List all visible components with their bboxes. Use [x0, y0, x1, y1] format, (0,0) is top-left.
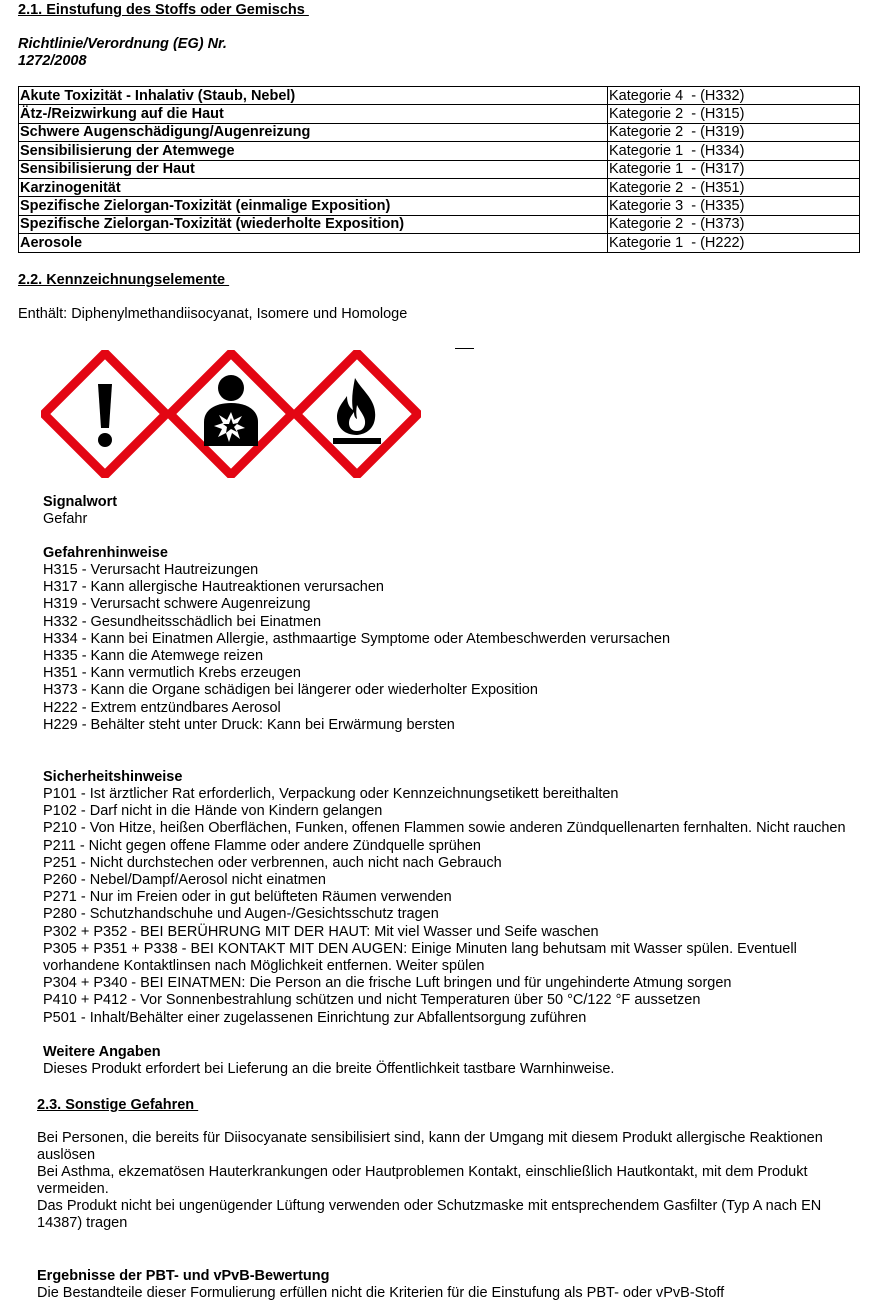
exclamation-mark-icon [41, 350, 169, 478]
hazard-class-cell: Spezifische Zielorgan-Toxizität (wiederholte Exposition) [19, 215, 608, 233]
flame-icon [293, 350, 421, 478]
precautionary-statement: P410 + P412 - Vor Sonnenbestrahlung schützen und nicht Temperaturen über 50 °C/122 °F aussetzen [43, 992, 701, 1009]
classification-row [19, 123, 860, 141]
precautionary-statements-list [43, 786, 846, 1027]
hazard-statement: H332 - Gesundheitsschädlich bei Einatmen [43, 613, 322, 630]
hazard-statement: H317 - Kann allergische Hautreaktionen verursachen [43, 579, 384, 596]
further-info-label: Weitere Angaben [43, 1044, 161, 1060]
dash-line [455, 348, 474, 349]
classification-row [19, 215, 860, 233]
signal-word: Gefahr [43, 511, 88, 527]
classification-row [19, 142, 860, 160]
section-2-2-title: 2.2. Kennzeichnungselemente [18, 272, 230, 288]
hazard-statement: H222 - Extrem entzündbares Aerosol [43, 699, 281, 716]
hazard-category-cell: Kategorie 1 - (H334) [608, 142, 860, 160]
precautionary-statement: P210 - Von Hitze, heißen Oberflächen, Funken, offenen Flammen sowie anderen Zündquellenarten fernhalten. Nicht rauchen [43, 820, 846, 837]
pbt-text: Die Bestandteile dieser Formulierung erfüllen nicht die Kriterien für die Einstufung als PBT- oder vPvB-Stoff [37, 1285, 725, 1301]
hazard-class-cell: Schwere Augenschädigung/Augenreizung [19, 123, 608, 141]
classification-table [18, 86, 860, 253]
precautionary-statement: P271 - Nur im Freien oder in gut belüfteten Räumen verwenden [43, 889, 452, 906]
precautionary-statement: P305 + P351 + P338 - BEI KONTAKT MIT DEN AUGEN: Einige Minuten lang behutsam mit Wasser spülen. Eventuell [43, 940, 797, 957]
health-hazard-icon [167, 350, 295, 478]
contains-text: Enthält: Diphenylmethandiisocyanat, Isomere und Homologe [18, 306, 408, 322]
precautionary-statement: P101 - Ist ärztlicher Rat erforderlich, Verpackung oder Kennzeichnungsetikett bereithalten [43, 786, 619, 802]
hazard-class-cell: Aerosole [19, 234, 608, 252]
hazard-statements-list [43, 562, 670, 734]
hazard-statement: H373 - Kann die Organe schädigen bei längerer oder wiederholter Exposition [43, 682, 538, 699]
precautionary-statement: P501 - Inhalt/Behälter einer zugelassenen Einrichtung zur Abfallentsorgung zuführen [43, 1009, 587, 1026]
hazard-category-cell: Kategorie 2 - (H373) [608, 215, 860, 233]
hazard-category-cell: Kategorie 2 - (H351) [608, 178, 860, 196]
precautionary-statement: P251 - Nicht durchstechen oder verbrennen, auch nicht nach Gebrauch [43, 854, 502, 871]
hazard-category-cell: Kategorie 2 - (H315) [608, 105, 860, 123]
classification-row [19, 197, 860, 215]
hazard-statement: H315 - Verursacht Hautreizungen [43, 562, 259, 578]
hazard-class-cell: Sensibilisierung der Haut [19, 160, 608, 178]
precautionary-statements-label: Sicherheitshinweise [43, 769, 183, 785]
hazard-statement: H335 - Kann die Atemwege reizen [43, 648, 264, 665]
hazard-category-cell: Kategorie 3 - (H335) [608, 197, 860, 215]
hazard-class-cell: Akute Toxizität - Inhalativ (Staub, Nebel) [19, 87, 608, 105]
other-hazards-paragraph-2: Bei Asthma, ekzematösen Hauterkrankungen oder Hautproblemen Kontakt, einschließlich Hautkontakt, mit dem Produkt vermeiden. [37, 1164, 808, 1198]
precautionary-statement: P102 - Darf nicht in die Hände von Kindern gelangen [43, 803, 383, 820]
section-2-3-title: 2.3. Sonstige Gefahren [37, 1097, 199, 1113]
hazard-category-cell: Kategorie 1 - (H222) [608, 234, 860, 252]
hazard-category-cell: Kategorie 4 - (H332) [608, 87, 860, 105]
classification-row [19, 105, 860, 123]
classification-row [19, 178, 860, 196]
pbt-label: Ergebnisse der PBT- und vPvB-Bewertung [37, 1268, 330, 1284]
precautionary-statement: P302 + P352 - BEI BERÜHRUNG MIT DER HAUT: Mit viel Wasser und Seife waschen [43, 923, 599, 940]
hazard-category-cell: Kategorie 2 - (H319) [608, 123, 860, 141]
regulation-number: 1272/2008 [18, 53, 87, 69]
hazard-statement: H351 - Kann vermutlich Krebs erzeugen [43, 665, 301, 682]
classification-row [19, 234, 860, 252]
precautionary-statement: P260 - Nebel/Dampf/Aerosol nicht einatmen [43, 872, 326, 889]
precautionary-statement: P304 + P340 - BEI EINATMEN: Die Person an die frische Luft bringen und für ungehinderte Atmung sorgen [43, 975, 732, 992]
precautionary-statement: P280 - Schutzhandschuhe und Augen-/Gesichtsschutz tragen [43, 906, 439, 923]
regulation-label: Richtlinie/Verordnung (EG) Nr. [18, 36, 227, 52]
hazard-class-cell: Ätz-/Reizwirkung auf die Haut [19, 105, 608, 123]
hazard-class-cell: Spezifische Zielorgan-Toxizität (einmalige Exposition) [19, 197, 608, 215]
signal-word-label: Signalwort [43, 494, 118, 510]
precautionary-statement: P211 - Nicht gegen offene Flamme oder andere Zündquelle sprühen [43, 837, 481, 854]
hazard-class-cell: Sensibilisierung der Atemwege [19, 142, 608, 160]
hazard-statement: H229 - Behälter steht unter Druck: Kann bei Erwärmung bersten [43, 716, 455, 733]
classification-row [19, 160, 860, 178]
hazard-class-cell: Karzinogenität [19, 178, 608, 196]
hazard-statement: H319 - Verursacht schwere Augenreizung [43, 596, 311, 613]
hazard-statement: H334 - Kann bei Einatmen Allergie, asthmaartige Symptome oder Atembeschwerden verursachen [43, 630, 671, 647]
other-hazards-paragraph-3: Das Produkt nicht bei ungenügender Lüftung verwenden oder Schutzmaske mit entsprechendem Gasfilter (Typ A nach EN 14387) tragen [37, 1198, 822, 1232]
classification-row [19, 87, 860, 105]
section-2-1-title: 2.1. Einstufung des Stoffs oder Gemischs [18, 2, 309, 18]
precautionary-statement: vorhandene Kontaktlinsen nach Möglichkeit entfernen. Weiter spülen [43, 958, 485, 975]
hazard-category-cell: Kategorie 1 - (H317) [608, 160, 860, 178]
hazard-statements-label: Gefahrenhinweise [43, 545, 168, 561]
further-info-text: Dieses Produkt erfordert bei Lieferung an die breite Öffentlichkeit tastbare Warnhinweise. [43, 1061, 615, 1077]
other-hazards-paragraph-1: Bei Personen, die bereits für Diisocyanate sensibilisiert sind, kann der Umgang mit diesem Produkt allergische Reaktionen auslösen [37, 1130, 823, 1164]
